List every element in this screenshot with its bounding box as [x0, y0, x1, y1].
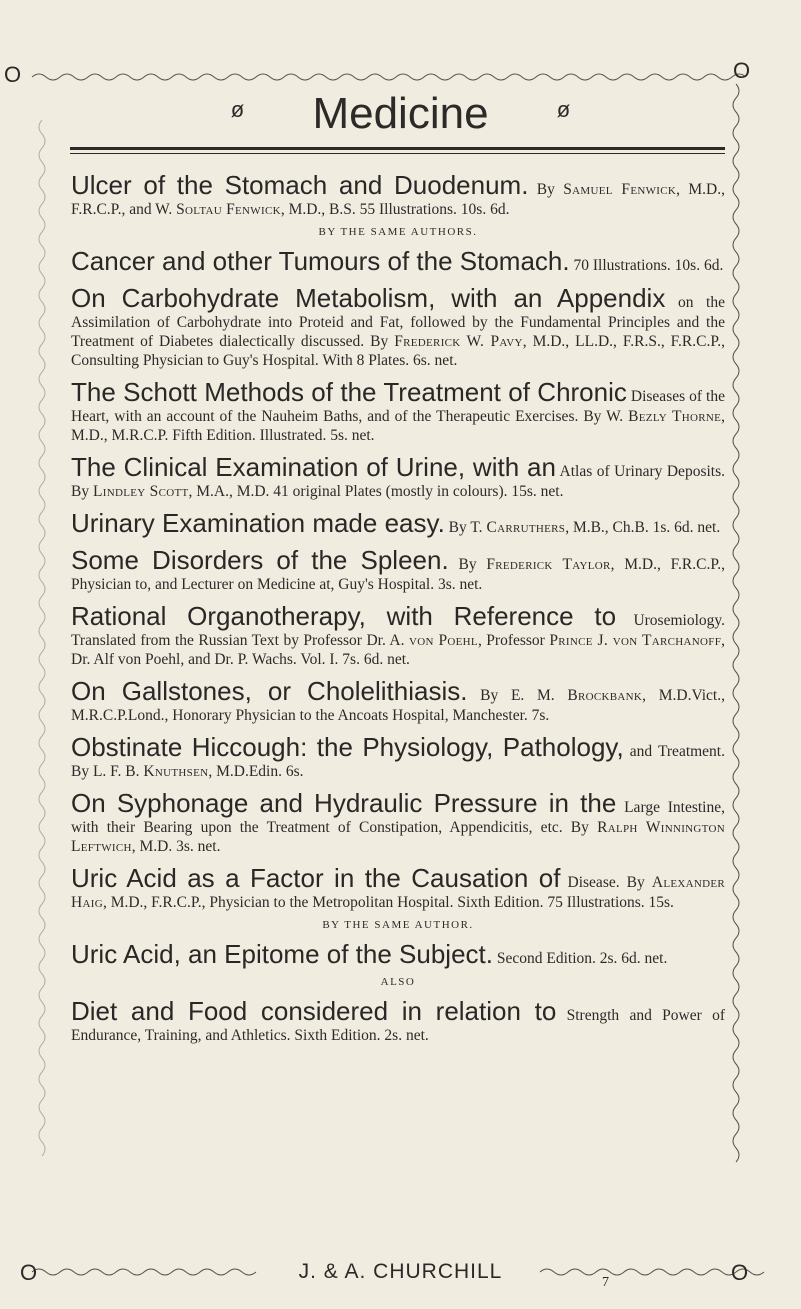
book-author: Carruthers [486, 519, 566, 536]
corner-ring-bottom-left: O [20, 1260, 38, 1285]
book-title: Obstinate Hiccough: the Physiology, Pathology, [71, 732, 624, 762]
book-author: Alexander Haig [71, 874, 726, 911]
book-title: Rational Organotherapy, with Reference to [71, 601, 617, 631]
book-details: , M.D.Vict., M.R.C.P.Lond., Honorary Physician to the Ancoats Hospital, Manchester. 7s. [71, 687, 725, 724]
book-details: on the Assimilation of Carbohydrate into Proteid and Fat, followed by the Fundamental Principles and the Treatment of Diabetes dialectically discussed. By [71, 294, 725, 350]
publisher-footer: J. & A. CHURCHILL [298, 1260, 503, 1283]
book-details: By E. M. [467, 687, 568, 704]
book-title: Diet and Food considered in relation to [71, 996, 557, 1026]
book-details: , M.D. 3s. net. [131, 838, 221, 855]
book-entry [71, 170, 725, 219]
ornament-right-icon: ø [556, 97, 571, 123]
page-header [0, 89, 801, 138]
book-author: Knuthsen [143, 763, 209, 780]
book-title: Some Disorders of the Spleen. [71, 545, 449, 575]
book-title: Uric Acid as a Factor in the Causation of [71, 863, 561, 893]
book-entry [71, 863, 725, 912]
book-entry [71, 377, 725, 445]
book-entry [71, 601, 725, 669]
book-title: The Clinical Examination of Urine, with an [71, 452, 556, 482]
book-details: Large Intestine, with their Bearing upon the Treatment of Constipation, Appendicitis, etc. By [71, 799, 725, 836]
also-note: ALSO [380, 976, 416, 988]
book-details: Disease. By [560, 874, 652, 891]
book-entry [71, 939, 725, 969]
book-author: von Poehl [408, 632, 478, 649]
right-wavy-line [733, 84, 739, 1162]
book-entry [71, 676, 725, 725]
book-title: Cancer and other Tumours of the Stomach. [71, 246, 570, 276]
book-details: By [528, 181, 564, 198]
book-entry [71, 545, 725, 594]
book-author: Prince J. von Tarchanoff [549, 632, 722, 649]
book-entry [71, 283, 725, 370]
corner-ring-bottom-right: O [731, 1260, 749, 1285]
book-author: Frederick W. Pavy [394, 333, 523, 350]
header-rule-thick [70, 147, 725, 150]
book-details: , M.D., M.R.C.P. Fifth Edition. Illustrated. 5s. net. [71, 408, 725, 444]
book-details: Urosemiology. Translated from the Russian Text by Professor Dr. A. [71, 612, 725, 649]
book-author: Soltau Fenwick [176, 201, 281, 218]
book-details: Atlas of Urinary Deposits. By [71, 463, 725, 500]
page-number: 7 [602, 1275, 609, 1290]
book-details: , Dr. Alf von Poehl, and Dr. P. Wachs. Vol. I. 7s. 6d. net. [71, 632, 725, 668]
book-author: Ralph Winnington Leftwich [71, 819, 725, 855]
book-details: , M.D.Edin. 6s. [208, 763, 304, 780]
corner-ring-top-left: O [4, 62, 22, 87]
left-wavy-line [39, 120, 45, 1156]
book-details: Second Edition. 2s. 6d. net. [493, 950, 668, 967]
book-entry [71, 732, 725, 781]
book-entry [71, 452, 725, 501]
book-details: , M.D., F.R.C.P., Physician to the Metropolitan Hospital. Sixth Edition. 75 Illustrations. 15s. [102, 894, 674, 911]
book-details: , M.D., F.R.C.P., and W. [71, 181, 725, 218]
book-title: Uric Acid, an Epitome of the Subject. [71, 939, 493, 969]
book-details: , M.B., Ch.B. 1s. 6d. net. [565, 519, 721, 536]
top-wavy-line [32, 74, 746, 80]
book-entry [71, 508, 725, 538]
page-title: Medicine [312, 89, 489, 138]
book-entry [71, 996, 725, 1045]
book-title: On Gallstones, or Cholelithiasis. [71, 676, 468, 706]
book-author: Brockbank [567, 687, 643, 704]
book-details: By T. [444, 519, 487, 536]
book-title: On Syphonage and Hydraulic Pressure in the [71, 788, 617, 818]
book-details: , M.A., M.D. 41 original Plates (mostly in colours). 15s. net. [188, 483, 564, 500]
book-title: Urinary Examination made easy. [71, 508, 445, 538]
book-details: Strength and Power of Endurance, Training, and Athletics. Sixth Edition. 2s. net. [71, 1007, 726, 1044]
header-rule-thin [70, 153, 725, 154]
book-title: On Carbohydrate Metabolism, with an Appendix [71, 283, 666, 313]
book-title: The Schott Methods of the Treatment of Chronic [71, 377, 627, 407]
book-author: Samuel Fenwick [563, 181, 677, 198]
book-author: Bezly Thorne [628, 408, 722, 425]
book-details: , M.D., F.R.C.P., Physician to, and Lecturer on Medicine at, Guy's Hospital. 3s. net. [71, 556, 725, 593]
book-details: By [448, 556, 487, 573]
book-details: Diseases of the Heart, with an account of the Nauheim Baths, and of the Therapeutic Exercises. By W. [71, 388, 725, 425]
book-entry [71, 788, 725, 856]
book-details: , M.D., LL.D., F.R.S., F.R.C.P., Consulting Physician to Guy's Hospital. With 8 Plates. 6s. net. [71, 333, 725, 369]
corner-ring-top-right: O [733, 58, 751, 83]
book-author: Lindley Scott [92, 483, 189, 500]
book-details: and Treatment. By L. F. B. [71, 743, 725, 780]
same-author-note: BY THE SAME AUTHOR. [322, 919, 474, 931]
book-details: , Professor [477, 632, 550, 649]
book-entry [71, 246, 725, 276]
book-title: Ulcer of the Stomach and Duodenum. [71, 170, 529, 200]
book-details: 70 Illustrations. 10s. 6d. [569, 257, 724, 274]
book-author: Frederick Taylor [486, 556, 611, 573]
same-authors-note: BY THE SAME AUTHORS. [318, 226, 478, 238]
catalogue-list [71, 170, 725, 1052]
ornament-left-icon: ø [230, 97, 245, 123]
book-details: , M.D., B.S. 55 Illustrations. 10s. 6d. [280, 201, 510, 218]
